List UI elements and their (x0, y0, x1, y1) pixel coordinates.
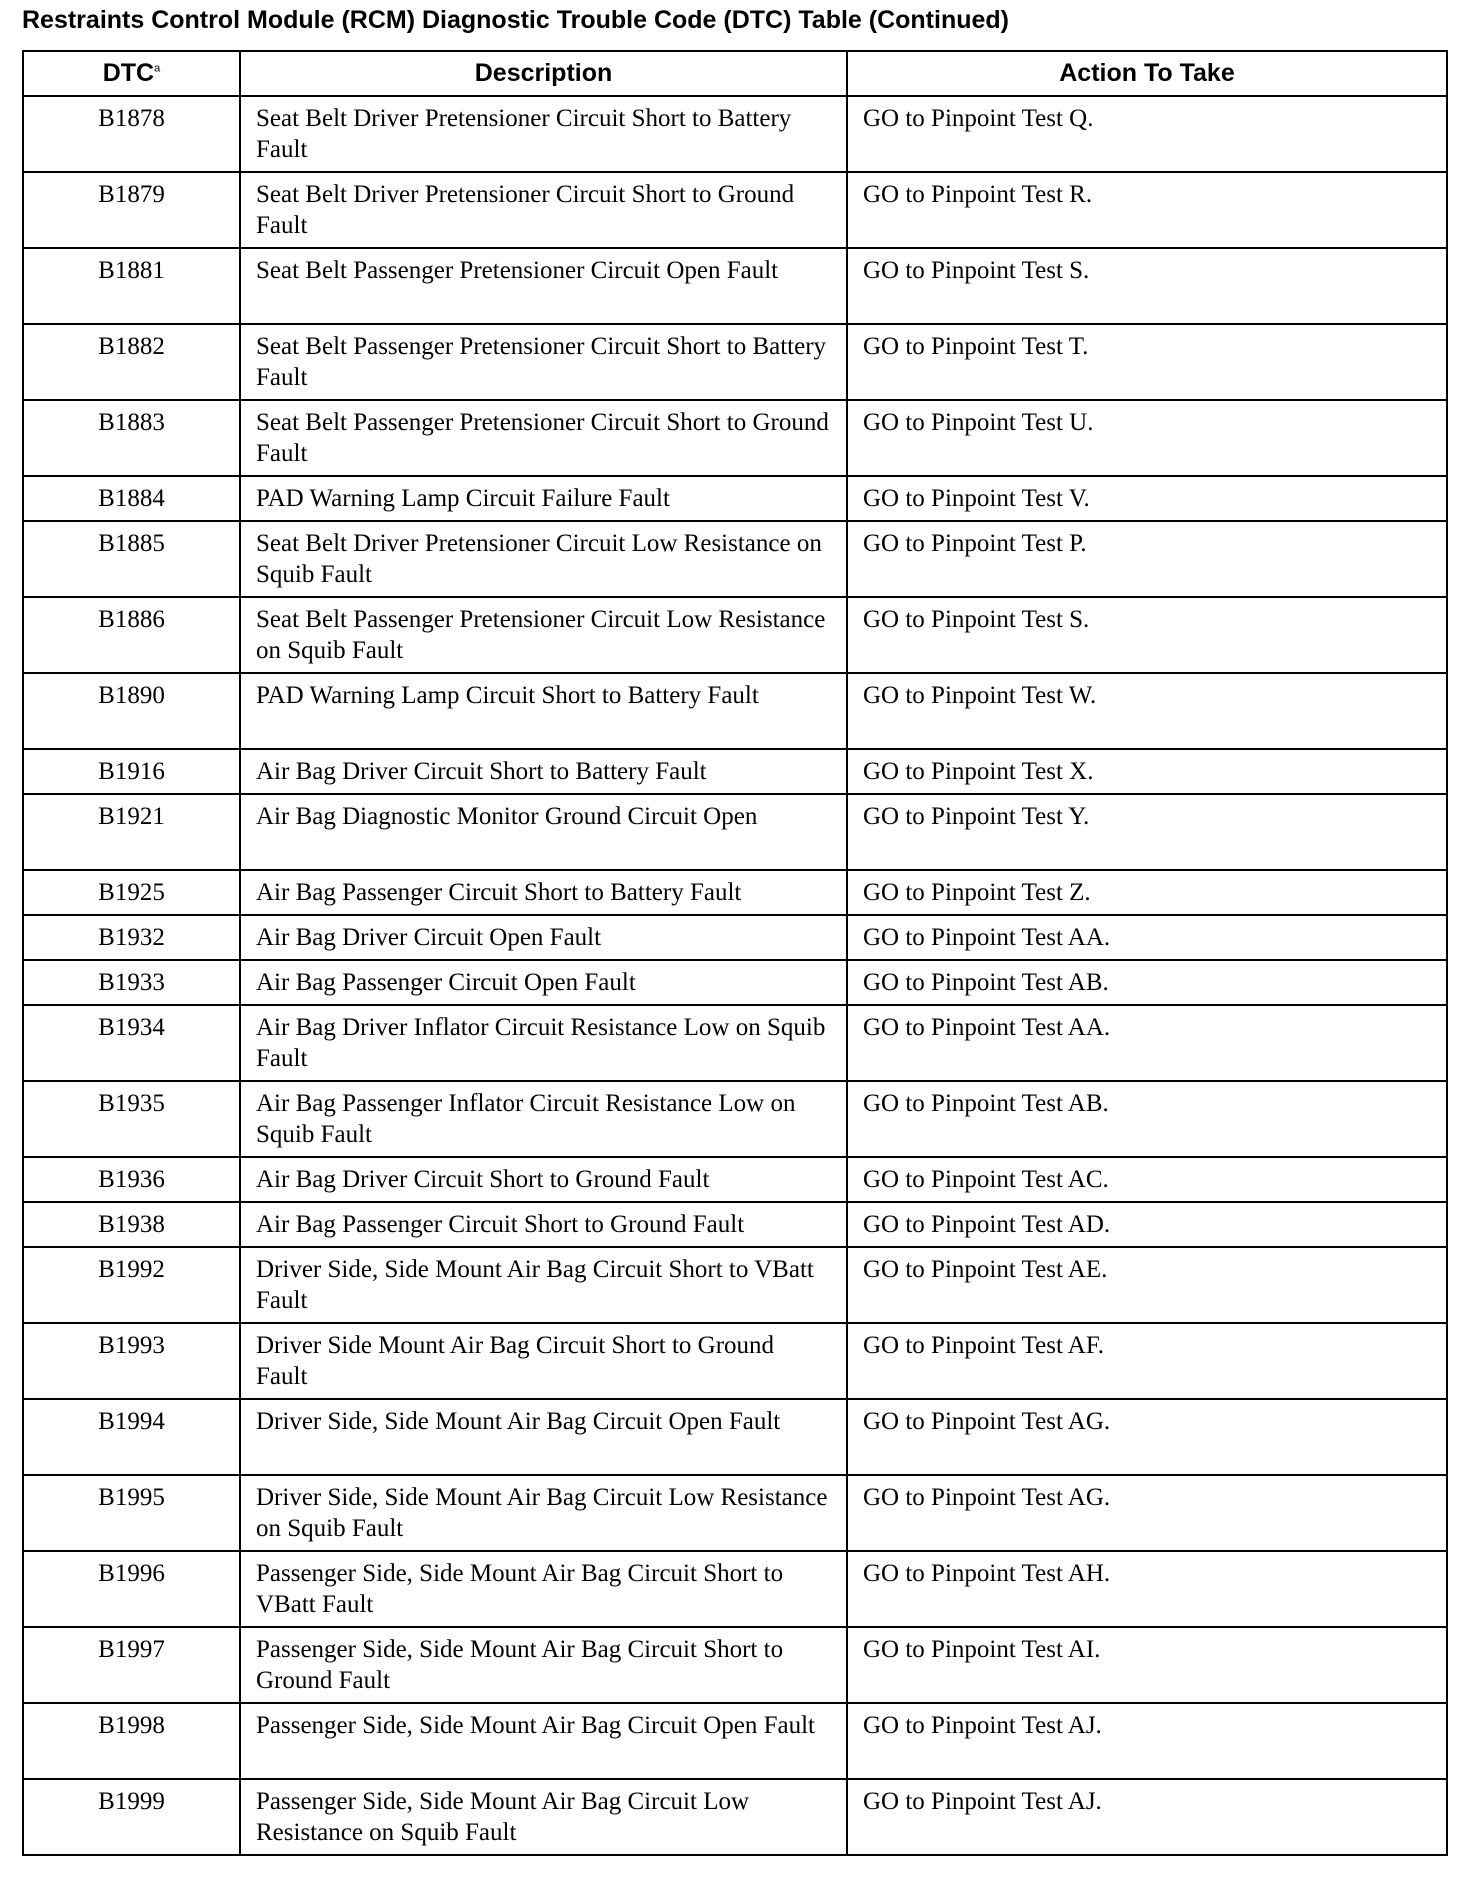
table-row (23, 400, 1447, 476)
dtc-description: Driver Side, Side Mount Air Bag Circuit Short to VBatt Fault (240, 1247, 847, 1323)
dtc-code: B1935 (23, 1081, 240, 1157)
table-row (23, 248, 1447, 324)
table-row (23, 870, 1447, 915)
header-dtc (23, 51, 240, 96)
table-row (23, 673, 1447, 749)
table-row (23, 96, 1447, 172)
table-header (23, 51, 1447, 96)
dtc-code: B1997 (23, 1627, 240, 1703)
dtc-description: Driver Side, Side Mount Air Bag Circuit Open Fault (240, 1399, 847, 1475)
dtc-action: GO to Pinpoint Test AG. (847, 1399, 1447, 1475)
dtc-description: Seat Belt Driver Pretensioner Circuit Low Resistance on Squib Fault (240, 521, 847, 597)
table-row (23, 1157, 1447, 1202)
dtc-description: Air Bag Driver Circuit Short to Battery Fault (240, 749, 847, 794)
dtc-description: Seat Belt Passenger Pretensioner Circuit Low Resistance on Squib Fault (240, 597, 847, 673)
dtc-description: Passenger Side, Side Mount Air Bag Circuit Open Fault (240, 1703, 847, 1779)
dtc-code: B1992 (23, 1247, 240, 1323)
dtc-description: Passenger Side, Side Mount Air Bag Circuit Low Resistance on Squib Fault (240, 1779, 847, 1855)
dtc-description: Passenger Side, Side Mount Air Bag Circuit Short to Ground Fault (240, 1627, 847, 1703)
dtc-action: GO to Pinpoint Test AI. (847, 1627, 1447, 1703)
dtc-table (22, 50, 1448, 1856)
dtc-action: GO to Pinpoint Test Y. (847, 794, 1447, 870)
dtc-action: GO to Pinpoint Test W. (847, 673, 1447, 749)
header-row (23, 51, 1447, 96)
dtc-code: B1932 (23, 915, 240, 960)
dtc-description: Seat Belt Passenger Pretensioner Circuit Short to Ground Fault (240, 400, 847, 476)
table-row (23, 960, 1447, 1005)
dtc-action: GO to Pinpoint Test S. (847, 597, 1447, 673)
dtc-description: PAD Warning Lamp Circuit Short to Battery Fault (240, 673, 847, 749)
dtc-description: Driver Side Mount Air Bag Circuit Short to Ground Fault (240, 1323, 847, 1399)
dtc-action: GO to Pinpoint Test Q. (847, 96, 1447, 172)
table-row (23, 1081, 1447, 1157)
dtc-description: Air Bag Diagnostic Monitor Ground Circuit Open (240, 794, 847, 870)
dtc-description: Air Bag Passenger Circuit Open Fault (240, 960, 847, 1005)
table-row (23, 1475, 1447, 1551)
dtc-description: Air Bag Passenger Inflator Circuit Resistance Low on Squib Fault (240, 1081, 847, 1157)
dtc-action: GO to Pinpoint Test AG. (847, 1475, 1447, 1551)
dtc-code: B1883 (23, 400, 240, 476)
dtc-action: GO to Pinpoint Test AJ. (847, 1779, 1447, 1855)
table-row (23, 794, 1447, 870)
dtc-action: GO to Pinpoint Test S. (847, 248, 1447, 324)
dtc-code: B1885 (23, 521, 240, 597)
dtc-code: B1921 (23, 794, 240, 870)
dtc-description: PAD Warning Lamp Circuit Failure Fault (240, 476, 847, 521)
dtc-action: GO to Pinpoint Test AD. (847, 1202, 1447, 1247)
dtc-code: B1938 (23, 1202, 240, 1247)
dtc-code: B1878 (23, 96, 240, 172)
table-row (23, 476, 1447, 521)
dtc-action: GO to Pinpoint Test R. (847, 172, 1447, 248)
table-body (23, 96, 1447, 1855)
dtc-action: GO to Pinpoint Test AB. (847, 1081, 1447, 1157)
dtc-action: GO to Pinpoint Test AH. (847, 1551, 1447, 1627)
dtc-code: B1882 (23, 324, 240, 400)
dtc-code: B1933 (23, 960, 240, 1005)
dtc-action: GO to Pinpoint Test T. (847, 324, 1447, 400)
table-row (23, 1703, 1447, 1779)
dtc-description: Air Bag Driver Circuit Open Fault (240, 915, 847, 960)
table-row (23, 915, 1447, 960)
dtc-code: B1996 (23, 1551, 240, 1627)
dtc-code: B1993 (23, 1323, 240, 1399)
dtc-code: B1879 (23, 172, 240, 248)
table-row (23, 1202, 1447, 1247)
dtc-code: B1999 (23, 1779, 240, 1855)
dtc-code: B1916 (23, 749, 240, 794)
dtc-action: GO to Pinpoint Test AF. (847, 1323, 1447, 1399)
table-row (23, 749, 1447, 794)
table-row (23, 172, 1447, 248)
dtc-action: GO to Pinpoint Test AC. (847, 1157, 1447, 1202)
dtc-description: Air Bag Driver Inflator Circuit Resistance Low on Squib Fault (240, 1005, 847, 1081)
table-row (23, 597, 1447, 673)
dtc-action: GO to Pinpoint Test Z. (847, 870, 1447, 915)
table-row (23, 1627, 1447, 1703)
dtc-action: GO to Pinpoint Test AJ. (847, 1703, 1447, 1779)
dtc-action: GO to Pinpoint Test X. (847, 749, 1447, 794)
dtc-description: Air Bag Passenger Circuit Short to Battery Fault (240, 870, 847, 915)
page-title: Restraints Control Module (RCM) Diagnostic Trouble Code (DTC) Table (Continued) (22, 6, 1009, 34)
dtc-action: GO to Pinpoint Test U. (847, 400, 1447, 476)
dtc-description: Passenger Side, Side Mount Air Bag Circuit Short to VBatt Fault (240, 1551, 847, 1627)
dtc-action: GO to Pinpoint Test P. (847, 521, 1447, 597)
dtc-action: GO to Pinpoint Test AE. (847, 1247, 1447, 1323)
dtc-description: Seat Belt Passenger Pretensioner Circuit Open Fault (240, 248, 847, 324)
table-row (23, 521, 1447, 597)
dtc-code: B1995 (23, 1475, 240, 1551)
dtc-code: B1886 (23, 597, 240, 673)
table-row (23, 1779, 1447, 1855)
header-dtc-footnote: a (154, 62, 161, 75)
table-row (23, 324, 1447, 400)
dtc-code: B1934 (23, 1005, 240, 1081)
dtc-code: B1936 (23, 1157, 240, 1202)
header-description: Description (240, 51, 847, 96)
table-row (23, 1247, 1447, 1323)
table-row (23, 1551, 1447, 1627)
table-row (23, 1005, 1447, 1081)
dtc-action: GO to Pinpoint Test V. (847, 476, 1447, 521)
dtc-action: GO to Pinpoint Test AA. (847, 915, 1447, 960)
dtc-description: Seat Belt Driver Pretensioner Circuit Short to Battery Fault (240, 96, 847, 172)
header-dtc-label: DTC (102, 59, 155, 87)
dtc-code: B1884 (23, 476, 240, 521)
dtc-code: B1994 (23, 1399, 240, 1475)
dtc-code: B1925 (23, 870, 240, 915)
table-row (23, 1323, 1447, 1399)
dtc-description: Driver Side, Side Mount Air Bag Circuit Low Resistance on Squib Fault (240, 1475, 847, 1551)
header-action: Action To Take (847, 51, 1447, 96)
dtc-action: GO to Pinpoint Test AB. (847, 960, 1447, 1005)
dtc-action: GO to Pinpoint Test AA. (847, 1005, 1447, 1081)
dtc-description: Air Bag Passenger Circuit Short to Ground Fault (240, 1202, 847, 1247)
dtc-code: B1998 (23, 1703, 240, 1779)
table-row (23, 1399, 1447, 1475)
dtc-code: B1881 (23, 248, 240, 324)
dtc-description: Seat Belt Driver Pretensioner Circuit Short to Ground Fault (240, 172, 847, 248)
dtc-description: Air Bag Driver Circuit Short to Ground Fault (240, 1157, 847, 1202)
dtc-code: B1890 (23, 673, 240, 749)
dtc-description: Seat Belt Passenger Pretensioner Circuit Short to Battery Fault (240, 324, 847, 400)
